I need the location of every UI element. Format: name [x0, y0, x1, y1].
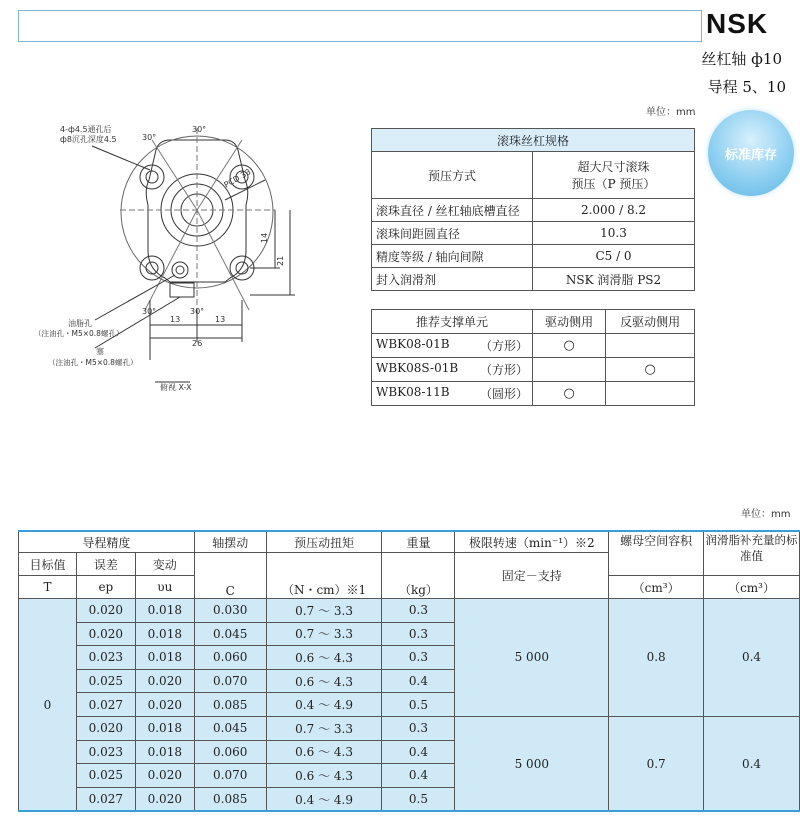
nut-volume-group-2: 0.7	[609, 716, 704, 811]
anti-drive-side-mark	[606, 382, 695, 406]
pcd-label: PCD 33	[222, 167, 253, 190]
header-weight-unit: （kg）	[382, 553, 455, 599]
support-shape: （圆形）	[479, 387, 528, 401]
nut-volume-group-1: 0.8	[609, 599, 704, 717]
support-shape: （方形）	[479, 363, 528, 377]
header-error-symbol: ep	[76, 576, 135, 599]
header-speed-sub: 固定－支持	[455, 553, 609, 599]
support-header: 推荐支撑单元	[372, 310, 533, 334]
header-nut-volume: 螺母空间容积	[609, 531, 704, 576]
spec-row: 封入润滑剂 NSK 润滑脂 PS2	[372, 268, 695, 291]
spec-row: 精度等级 / 轴向间隙 C5 / 0	[372, 245, 695, 268]
preload-value-line-1: 超大尺寸滚珠	[577, 160, 650, 174]
angle-label: 30°	[142, 133, 157, 142]
header-grease-unit: （cm³）	[704, 576, 800, 599]
ball-screw-spec-table	[371, 128, 695, 291]
drive-side-mark: ○	[533, 334, 606, 358]
drive-side-mark	[533, 358, 606, 382]
lead-title: 导程 5、10	[707, 78, 786, 96]
preload-value	[533, 152, 695, 199]
header-target: 目标值	[19, 553, 77, 576]
support-row	[372, 358, 695, 382]
nut-drawing	[20, 120, 365, 400]
shaft-title: 丝杠轴 ф10	[701, 50, 782, 68]
speed-group-1: 5 000	[455, 599, 609, 717]
support-model: WBK08-11B	[376, 385, 450, 399]
anti-drive-side-mark	[606, 334, 695, 358]
drive-side-mark: ○	[533, 382, 606, 406]
dim-13: 13	[215, 315, 226, 324]
oil-hole-label: 油脂孔	[68, 319, 92, 328]
header-lead-accuracy: 导程精度	[19, 531, 195, 553]
preload-value-line-2: 预压（P 预压）	[571, 177, 656, 191]
header-runout: 轴摆动	[194, 531, 266, 553]
support-row	[372, 334, 695, 358]
anti-drive-side-mark: ○	[606, 358, 695, 382]
header-torque: 预压动扭矩	[266, 531, 382, 553]
unit-label-bottom: 单位：mm	[741, 509, 791, 520]
plug-label: 塞	[96, 347, 104, 356]
support-header: 驱动侧用	[533, 310, 606, 334]
speed-group-2: 5 000	[455, 716, 609, 811]
dim-21: 21	[276, 255, 285, 266]
header-torque-unit: （N・cm）※1	[266, 553, 382, 599]
table-row: 0.027 0.020 0.085 0.4 ～ 4.9 0.5	[19, 693, 800, 717]
header-weight: 重量	[382, 531, 455, 553]
grease-group-2: 0.4	[704, 716, 800, 811]
preload-label: 预压方式	[372, 152, 533, 199]
spec-row: 滚珠间距圆直径 10.3	[372, 222, 695, 245]
header-variation-symbol: υu	[135, 576, 194, 599]
hole-note-2: ф8沉孔深度4.5	[60, 135, 117, 144]
header-target-symbol: T	[19, 576, 77, 599]
header-error: 误差	[76, 553, 135, 576]
table-row: 0 0.020 0.018 0.030 0.7 ～ 3.3 0.3 5 000 0.8 0.4	[19, 599, 800, 623]
header-nut-unit: （cm³）	[609, 576, 704, 599]
table-row: 0.023 0.018 0.060 0.6 ～ 4.3 0.4	[19, 740, 800, 764]
angle-label: 30°	[142, 307, 157, 316]
header-bar	[18, 10, 702, 42]
lead-accuracy-table	[18, 530, 800, 812]
stock-badge	[708, 110, 794, 196]
plug	[170, 283, 194, 297]
header-grease: 润滑脂补充量的标准值	[704, 531, 800, 576]
angle-label: 30°	[190, 307, 205, 316]
table-row: 0.025 0.020 0.070 0.6 ～ 4.3 0.4	[19, 764, 800, 788]
table-row: 0.020 0.018 0.045 0.7 ～ 3.3 0.3	[19, 622, 800, 646]
grease-group-1: 0.4	[704, 599, 800, 717]
target-value: 0	[19, 599, 77, 812]
support-header: 反驱动侧用	[606, 310, 695, 334]
table-row: 0.020 0.018 0.045 0.7 ～ 3.3 0.3 5 000 0.7 0.4	[19, 716, 800, 740]
spec-row: 滚珠直径 / 丝杠轴底槽直径 2.000 / 8.2	[372, 199, 695, 222]
bolt-hole	[140, 256, 164, 280]
header-runout-symbol: C	[194, 553, 266, 599]
support-model: WBK08-01B	[376, 337, 450, 351]
support-row	[372, 382, 695, 406]
support-shape: （方形）	[479, 339, 528, 353]
plug-note: （注油孔・M5×0.8螺孔）	[48, 358, 138, 367]
dim-26: 26	[192, 339, 203, 348]
table-row: 0.025 0.020 0.070 0.6 ～ 4.3 0.4	[19, 669, 800, 693]
spec-title: 滚珠丝杠规格	[372, 129, 695, 152]
dim-13: 13	[170, 315, 181, 324]
oil-hole-note: （注油孔・M5×0.8螺孔）	[34, 329, 124, 338]
unit-label-top: 单位：mm	[646, 107, 696, 118]
header-speed: 极限转速（min⁻¹）※2	[455, 531, 609, 553]
hole-note-1: 4-ф4.5通孔后	[60, 125, 112, 134]
header-variation: 变动	[135, 553, 194, 576]
table-row: 0.023 0.018 0.060 0.6 ～ 4.3 0.3	[19, 646, 800, 670]
support-model: WBK08S-01B	[376, 361, 459, 375]
view-label: 俯视 X-X	[160, 383, 192, 392]
table-row: 0.027 0.020 0.085 0.4 ～ 4.9 0.5	[19, 787, 800, 811]
angle-label: 30°	[192, 125, 207, 134]
dim-14: 14	[260, 232, 269, 243]
support-unit-table	[371, 309, 695, 406]
nsk-logo: NSK	[706, 8, 769, 39]
stock-badge-label: 标准库存	[724, 147, 777, 163]
